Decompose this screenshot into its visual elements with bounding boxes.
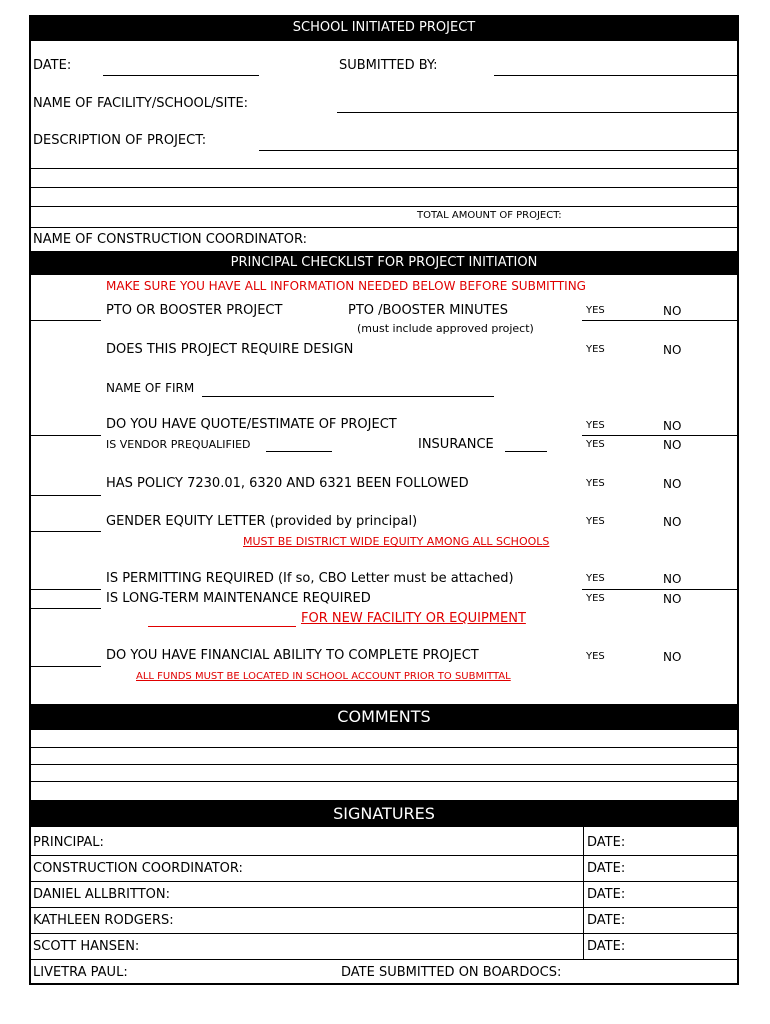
paul-signature-label: LIVETRA PAUL: bbox=[33, 965, 128, 980]
divider bbox=[29, 855, 739, 856]
policy-no-option[interactable]: NO bbox=[663, 477, 682, 491]
quote-checkbox-line[interactable] bbox=[29, 435, 101, 436]
pto-yes-option[interactable]: YES bbox=[586, 305, 605, 316]
divider bbox=[29, 907, 739, 908]
date-field[interactable] bbox=[103, 75, 259, 76]
vendor-yes-option[interactable]: YES bbox=[586, 439, 605, 450]
quote-no-option[interactable]: NO bbox=[663, 419, 682, 433]
permitting-label: IS PERMITTING REQUIRED (If so, CBO Letter must be attached) bbox=[106, 571, 514, 586]
pto-minutes-label: PTO /BOOSTER MINUTES bbox=[348, 303, 508, 318]
coordinator-label: NAME OF CONSTRUCTION COORDINATOR: bbox=[33, 232, 307, 247]
pto-checkbox-line[interactable] bbox=[29, 320, 101, 321]
principal-date-label: DATE: bbox=[587, 835, 626, 850]
comment-line[interactable] bbox=[29, 764, 739, 765]
policy-checkbox-line[interactable] bbox=[29, 495, 101, 496]
firm-field[interactable] bbox=[202, 396, 494, 397]
financial-no-option[interactable]: NO bbox=[663, 650, 682, 664]
comments-title: COMMENTS bbox=[29, 704, 739, 730]
insurance-field[interactable] bbox=[505, 451, 547, 452]
maintenance-no-option[interactable]: NO bbox=[663, 592, 682, 606]
submitted-by-field[interactable] bbox=[494, 75, 738, 76]
insurance-label: INSURANCE bbox=[418, 437, 494, 452]
permitting-yes-option[interactable]: YES bbox=[586, 573, 605, 584]
maintenance-yes-option[interactable]: YES bbox=[586, 593, 605, 604]
financial-label: DO YOU HAVE FINANCIAL ABILITY TO COMPLETE PROJECT bbox=[106, 648, 479, 663]
equity-note: MUST BE DISTRICT WIDE EQUITY AMONG ALL SCHOOLS bbox=[243, 535, 550, 548]
form-title: SCHOOL INITIATED PROJECT bbox=[29, 15, 739, 41]
policy-label: HAS POLICY 7230.01, 6320 AND 6321 BEEN FOLLOWED bbox=[106, 476, 469, 491]
equity-yes-option[interactable]: YES bbox=[586, 516, 605, 527]
rodgers-signature-label: KATHLEEN RODGERS: bbox=[33, 913, 174, 928]
equity-checkbox-line[interactable] bbox=[29, 531, 101, 532]
financial-yes-option[interactable]: YES bbox=[586, 651, 605, 662]
coordinator-signature-label: CONSTRUCTION COORDINATOR: bbox=[33, 861, 243, 876]
form-frame bbox=[29, 15, 739, 985]
description-field[interactable] bbox=[259, 150, 738, 151]
vendor-field[interactable] bbox=[266, 451, 332, 452]
hansen-signature-label: SCOTT HANSEN: bbox=[33, 939, 140, 954]
description-line[interactable] bbox=[29, 187, 739, 188]
divider bbox=[29, 959, 739, 960]
pto-project-label: PTO OR BOOSTER PROJECT bbox=[106, 303, 283, 318]
pto-note: (must include approved project) bbox=[357, 322, 534, 335]
vendor-no-option[interactable]: NO bbox=[663, 438, 682, 452]
design-yes-option[interactable]: YES bbox=[586, 344, 605, 355]
divider bbox=[29, 881, 739, 882]
allbritton-date-label: DATE: bbox=[587, 887, 626, 902]
maintenance-note: FOR NEW FACILITY OR EQUIPMENT bbox=[301, 611, 526, 626]
comment-line[interactable] bbox=[29, 781, 739, 782]
financial-checkbox-line[interactable] bbox=[29, 666, 101, 667]
comment-line[interactable] bbox=[29, 747, 739, 748]
divider bbox=[29, 227, 739, 228]
facility-label: NAME OF FACILITY/SCHOOL/SITE: bbox=[33, 96, 249, 111]
boardocs-date-label: DATE SUBMITTED ON BOARDOCS: bbox=[341, 965, 562, 980]
divider bbox=[582, 435, 739, 436]
signatures-title: SIGNATURES bbox=[29, 800, 739, 827]
coordinator-date-label: DATE: bbox=[587, 861, 626, 876]
pto-no-option[interactable]: NO bbox=[663, 304, 682, 318]
principal-signature-label: PRINCIPAL: bbox=[33, 835, 104, 850]
financial-note: ALL FUNDS MUST BE LOCATED IN SCHOOL ACCOUNT PRIOR TO SUBMITTAL bbox=[136, 671, 511, 682]
permitting-no-option[interactable]: NO bbox=[663, 572, 682, 586]
design-label: DOES THIS PROJECT REQUIRE DESIGN bbox=[106, 342, 354, 357]
rodgers-date-label: DATE: bbox=[587, 913, 626, 928]
policy-yes-option[interactable]: YES bbox=[586, 478, 605, 489]
checklist-warning: MAKE SURE YOU HAVE ALL INFORMATION NEEDED BELOW BEFORE SUBMITTING bbox=[106, 279, 586, 293]
facility-field[interactable] bbox=[337, 112, 738, 113]
allbritton-signature-label: DANIEL ALLBRITTON: bbox=[33, 887, 170, 902]
description-line[interactable] bbox=[29, 206, 739, 207]
divider bbox=[582, 589, 739, 590]
equity-no-option[interactable]: NO bbox=[663, 515, 682, 529]
description-label: DESCRIPTION OF PROJECT: bbox=[33, 133, 207, 148]
submitted-by-label: SUBMITTED BY: bbox=[339, 58, 438, 73]
description-line[interactable] bbox=[29, 168, 739, 169]
divider bbox=[29, 933, 739, 934]
hansen-date-label: DATE: bbox=[587, 939, 626, 954]
total-amount-label: TOTAL AMOUNT OF PROJECT: bbox=[417, 210, 562, 221]
quote-label: DO YOU HAVE QUOTE/ESTIMATE OF PROJECT bbox=[106, 417, 397, 432]
maintenance-label: IS LONG-TERM MAINTENANCE REQUIRED bbox=[106, 591, 371, 606]
design-no-option[interactable]: NO bbox=[663, 343, 682, 357]
permitting-checkbox-line[interactable] bbox=[29, 589, 101, 590]
quote-yes-option[interactable]: YES bbox=[586, 420, 605, 431]
date-label: DATE: bbox=[33, 58, 72, 73]
checklist-title: PRINCIPAL CHECKLIST FOR PROJECT INITIATION bbox=[29, 251, 739, 275]
maintenance-note-rule bbox=[148, 626, 296, 627]
signature-column-divider bbox=[583, 827, 584, 960]
maintenance-checkbox-line[interactable] bbox=[29, 608, 101, 609]
vendor-label: IS VENDOR PREQUALIFIED bbox=[106, 438, 251, 451]
firm-label: NAME OF FIRM bbox=[106, 381, 195, 395]
equity-label: GENDER EQUITY LETTER (provided by principal) bbox=[106, 514, 418, 529]
divider bbox=[582, 320, 739, 321]
